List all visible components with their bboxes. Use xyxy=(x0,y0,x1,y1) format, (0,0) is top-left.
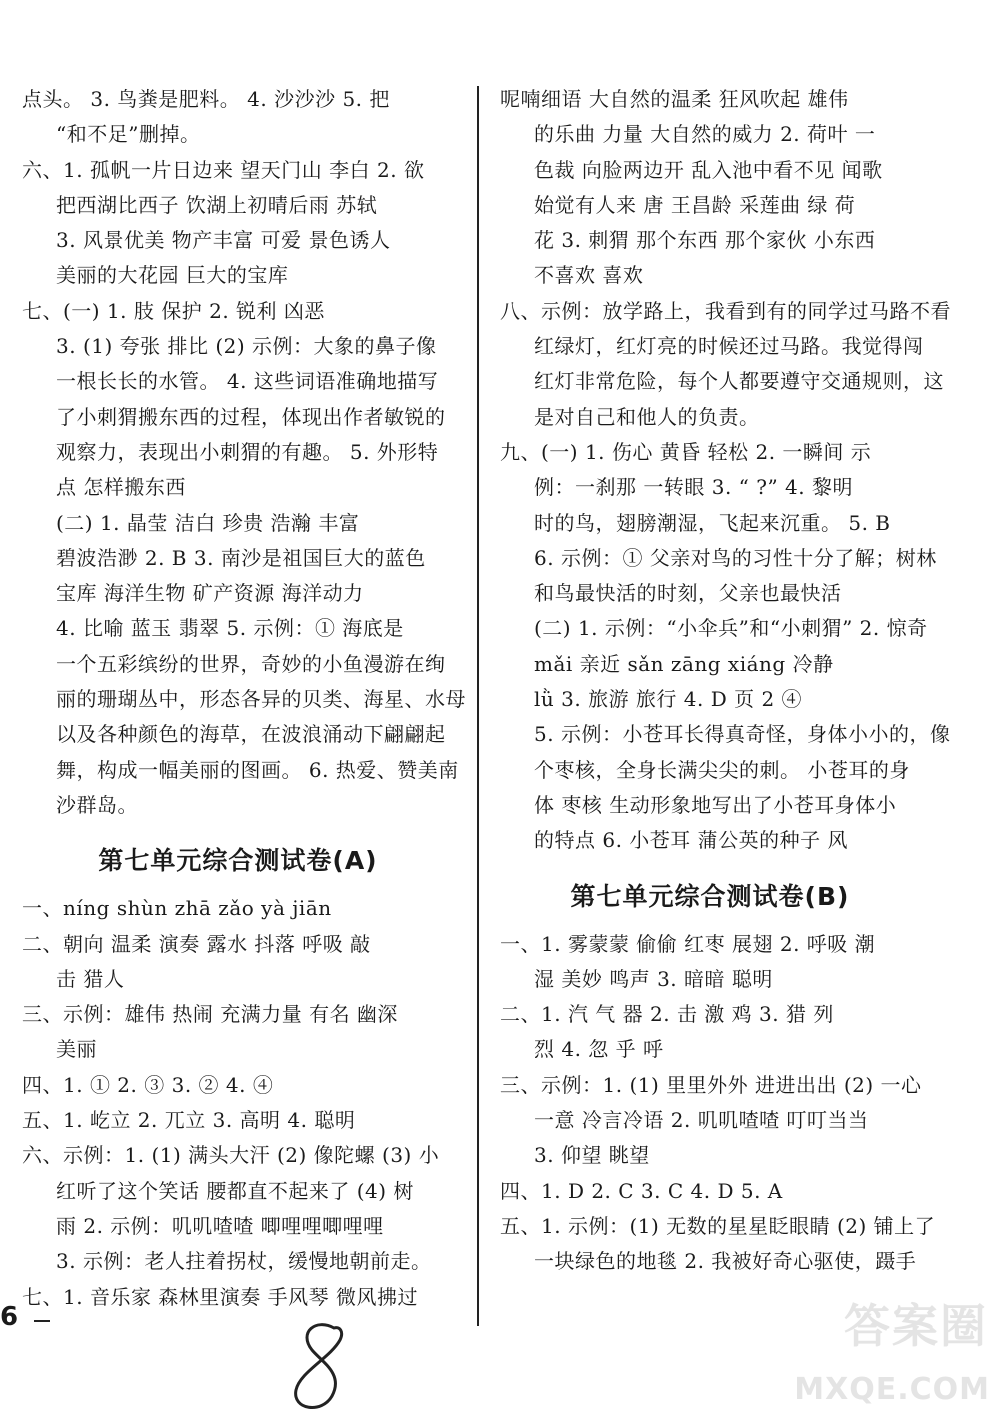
answer-line: 三、示例：雄伟 热闹 充满力量 有名 幽深 xyxy=(22,1002,398,1027)
right-column xyxy=(500,82,951,1280)
section-title-a: 第七单元综合测试卷(A) xyxy=(98,846,378,876)
answer-line: 时的鸟，翅膀潮湿，飞起来沉重。 5. B xyxy=(534,510,891,535)
handwritten-mark xyxy=(286,1318,356,1418)
answer-line: 点 怎样搬东西 xyxy=(56,475,186,500)
answer-line: 红绿灯，红灯亮的时候还过马路。我觉得闯 xyxy=(534,334,924,359)
answer-line: 一意 冷言冷语 2. 叽叽喳喳 叮叮当当 xyxy=(534,1108,869,1133)
answer-line: 一、1. 雾蒙蒙 偷偷 红枣 展翅 2. 呼吸 潮 xyxy=(500,931,876,956)
answer-line: 6. 示例：① 父亲对鸟的习性十分了解；树林 xyxy=(534,545,937,570)
answer-line: 5. 示例：小苍耳长得真奇怪，身体小小的，像 xyxy=(534,722,951,747)
answer-line: 五、1. 屹立 2. 兀立 3. 高明 4. 聪明 xyxy=(22,1108,356,1133)
answer-line: 一块绿色的地毯 2. 我被好奇心驱使，蹑手 xyxy=(534,1249,917,1274)
right-answers-continued xyxy=(500,82,951,859)
answer-line: 八、示例：放学路上，我看到有的同学过马路不看 xyxy=(500,298,951,323)
answer-line: 湿 美妙 鸣声 3. 暗暗 聪明 xyxy=(534,966,773,991)
answer-line: 七、1. 音乐家 森林里演奏 手风琴 微风拂过 xyxy=(22,1284,419,1309)
answer-line: 美丽 xyxy=(56,1037,97,1062)
watermark xyxy=(786,1290,996,1410)
answer-line: 体 枣核 生动形象地写出了小苍耳身体小 xyxy=(534,792,897,817)
answer-line: 不喜欢 喜欢 xyxy=(534,263,644,288)
answer-line: 五、1. 示例：(1) 无数的星星眨眼睛 (2) 铺上了 xyxy=(500,1213,936,1238)
answer-line: 美丽的大花园 巨大的宝库 xyxy=(56,263,289,288)
answer-line: 雨 2. 示例：叽叽喳喳 唧哩哩唧哩哩 xyxy=(56,1213,384,1238)
answer-line: 始觉有人来 唐 王昌龄 采莲曲 绿 荷 xyxy=(534,192,856,217)
section-title-b: 第七单元综合测试卷(B) xyxy=(570,881,850,911)
left-answers-continued xyxy=(22,82,466,823)
answer-line: 四、1. ① 2. ③ 3. ② 4. ④ xyxy=(22,1072,274,1097)
answer-line: 色裁 向脸两边开 乱入池中看不见 闻歌 xyxy=(534,157,883,182)
answer-line: 六、示例：1. (1) 满头大汗 (2) 像陀螺 (3) 小 xyxy=(22,1143,440,1168)
answer-line: 的乐曲 力量 大自然的威力 2. 荷叶 一 xyxy=(534,122,876,147)
answer-line: 3. (1) 夸张 排比 (2) 示例：大象的鼻子像 xyxy=(56,334,437,359)
answer-line: 把西湖比西子 饮湖上初晴后雨 苏轼 xyxy=(56,192,378,217)
answer-line: 了小刺猬搬东西的过程，体现出作者敏锐的 xyxy=(56,404,446,429)
answer-line: 呢喃细语 大自然的温柔 狂风吹起 雄伟 xyxy=(500,87,849,111)
answer-line: 3. 示例：老人拄着拐杖，缓慢地朝前走。 xyxy=(56,1249,432,1274)
answer-line: 烈 4. 忽 乎 呼 xyxy=(534,1037,664,1062)
answer-line: “和不足”删掉。 xyxy=(56,122,201,147)
answer-line: 红灯非常危险，每个人都要遵守交通规则，这 xyxy=(534,369,944,394)
answer-line: 观察力，表现出小刺猬的有趣。 5. 外形特 xyxy=(56,439,439,464)
answer-line: 花 3. 刺猬 那个东西 那个家伙 小东西 xyxy=(534,228,876,253)
answer-line: 一个五彩缤纷的世界，奇妙的小鱼漫游在绚 xyxy=(56,651,446,676)
answer-line: 二、朝向 温柔 演奏 露水 抖落 呼吸 敲 xyxy=(22,931,371,956)
answer-line: 和鸟最快活的时刻，父亲也最快活 xyxy=(534,581,842,606)
watermark-url: MXQE.COM xyxy=(794,1372,990,1407)
answer-line: 例：一刹那 一转眼 3. “ ?” 4. 黎明 xyxy=(534,475,853,500)
answer-line: 七、(一) 1. 肢 保护 2. 锐利 凶恶 xyxy=(22,298,325,323)
answer-line: (二) 1. 晶莹 洁白 珍贵 浩瀚 丰富 xyxy=(56,510,360,535)
answer-line: lǜ 3. 旅游 旅行 4. D 页 2 ④ xyxy=(534,687,803,712)
answer-line: 是对自己和他人的负责。 xyxy=(534,404,760,429)
answer-line: mǎi 亲近 sǎn zāng xiáng 冷静 xyxy=(534,651,834,676)
answer-line: 二、1. 汽 气 器 2. 击 激 鸡 3. 猎 列 xyxy=(500,1002,834,1027)
answer-line: 一、níng shùn zhā zǎo yà jiān xyxy=(22,896,332,921)
answer-line: 以及各种颜色的海草，在波浪涌动下翩翩起 xyxy=(56,722,446,747)
handwritten-mark-text: 8 xyxy=(286,1318,287,1319)
left-column xyxy=(22,82,466,1315)
answer-line: 点头。 3. 鸟粪是肥料。 4. 沙沙沙 5. 把 xyxy=(22,87,390,111)
answer-line: 击 猎人 xyxy=(56,966,125,991)
answer-line: 个枣核，全身长满尖尖的刺。 小苍耳的身 xyxy=(534,757,910,782)
answer-line: 舞，构成一幅美丽的图画。 6. 热爱、赞美南 xyxy=(56,757,459,782)
answer-line: 3. 仰望 眺望 xyxy=(534,1143,650,1168)
answer-line: 3. 风景优美 物产丰富 可爱 景色诱人 xyxy=(56,228,391,253)
answer-line: 红听了这个笑话 腰都直不起来了 (4) 树 xyxy=(56,1178,414,1203)
answer-line: 三、示例：1. (1) 里里外外 进进出出 (2) 一心 xyxy=(500,1072,922,1097)
left-answers-test-a xyxy=(22,891,454,1315)
answer-line: 4. 比喻 蓝玉 翡翠 5. 示例：① 海底是 xyxy=(56,616,404,641)
answer-line: 沙群岛。 xyxy=(56,792,138,817)
column-divider xyxy=(477,86,479,1326)
page-number: 6 xyxy=(0,1302,19,1332)
answer-line: 宝库 海洋生物 矿产资源 海洋动力 xyxy=(56,581,364,606)
right-answers-test-b xyxy=(500,927,936,1280)
answer-line: 一根长长的水管。 4. 这些词语准确地描写 xyxy=(56,369,439,394)
answer-line: 丽的珊瑚丛中，形态各异的贝类、海星、水母 xyxy=(56,687,466,712)
answer-line: 碧波浩渺 2. B 3. 南沙是祖国巨大的蓝色 xyxy=(56,545,426,570)
answer-line: 的特点 6. 小苍耳 蒲公英的种子 风 xyxy=(534,828,849,853)
page-number-dash xyxy=(34,1320,50,1322)
answer-line: 四、1. D 2. C 3. C 4. D 5. A xyxy=(500,1178,783,1203)
answer-line: 六、1. 孤帆一片日边来 望天门山 李白 2. 欲 xyxy=(22,157,425,182)
watermark-logo: 答案圈 xyxy=(844,1299,988,1353)
answer-line: (二) 1. 示例：“小伞兵”和“小刺猬” 2. 惊奇 xyxy=(534,616,928,641)
answer-line: 九、(一) 1. 伤心 黄昏 轻松 2. 一瞬间 示 xyxy=(500,439,872,464)
